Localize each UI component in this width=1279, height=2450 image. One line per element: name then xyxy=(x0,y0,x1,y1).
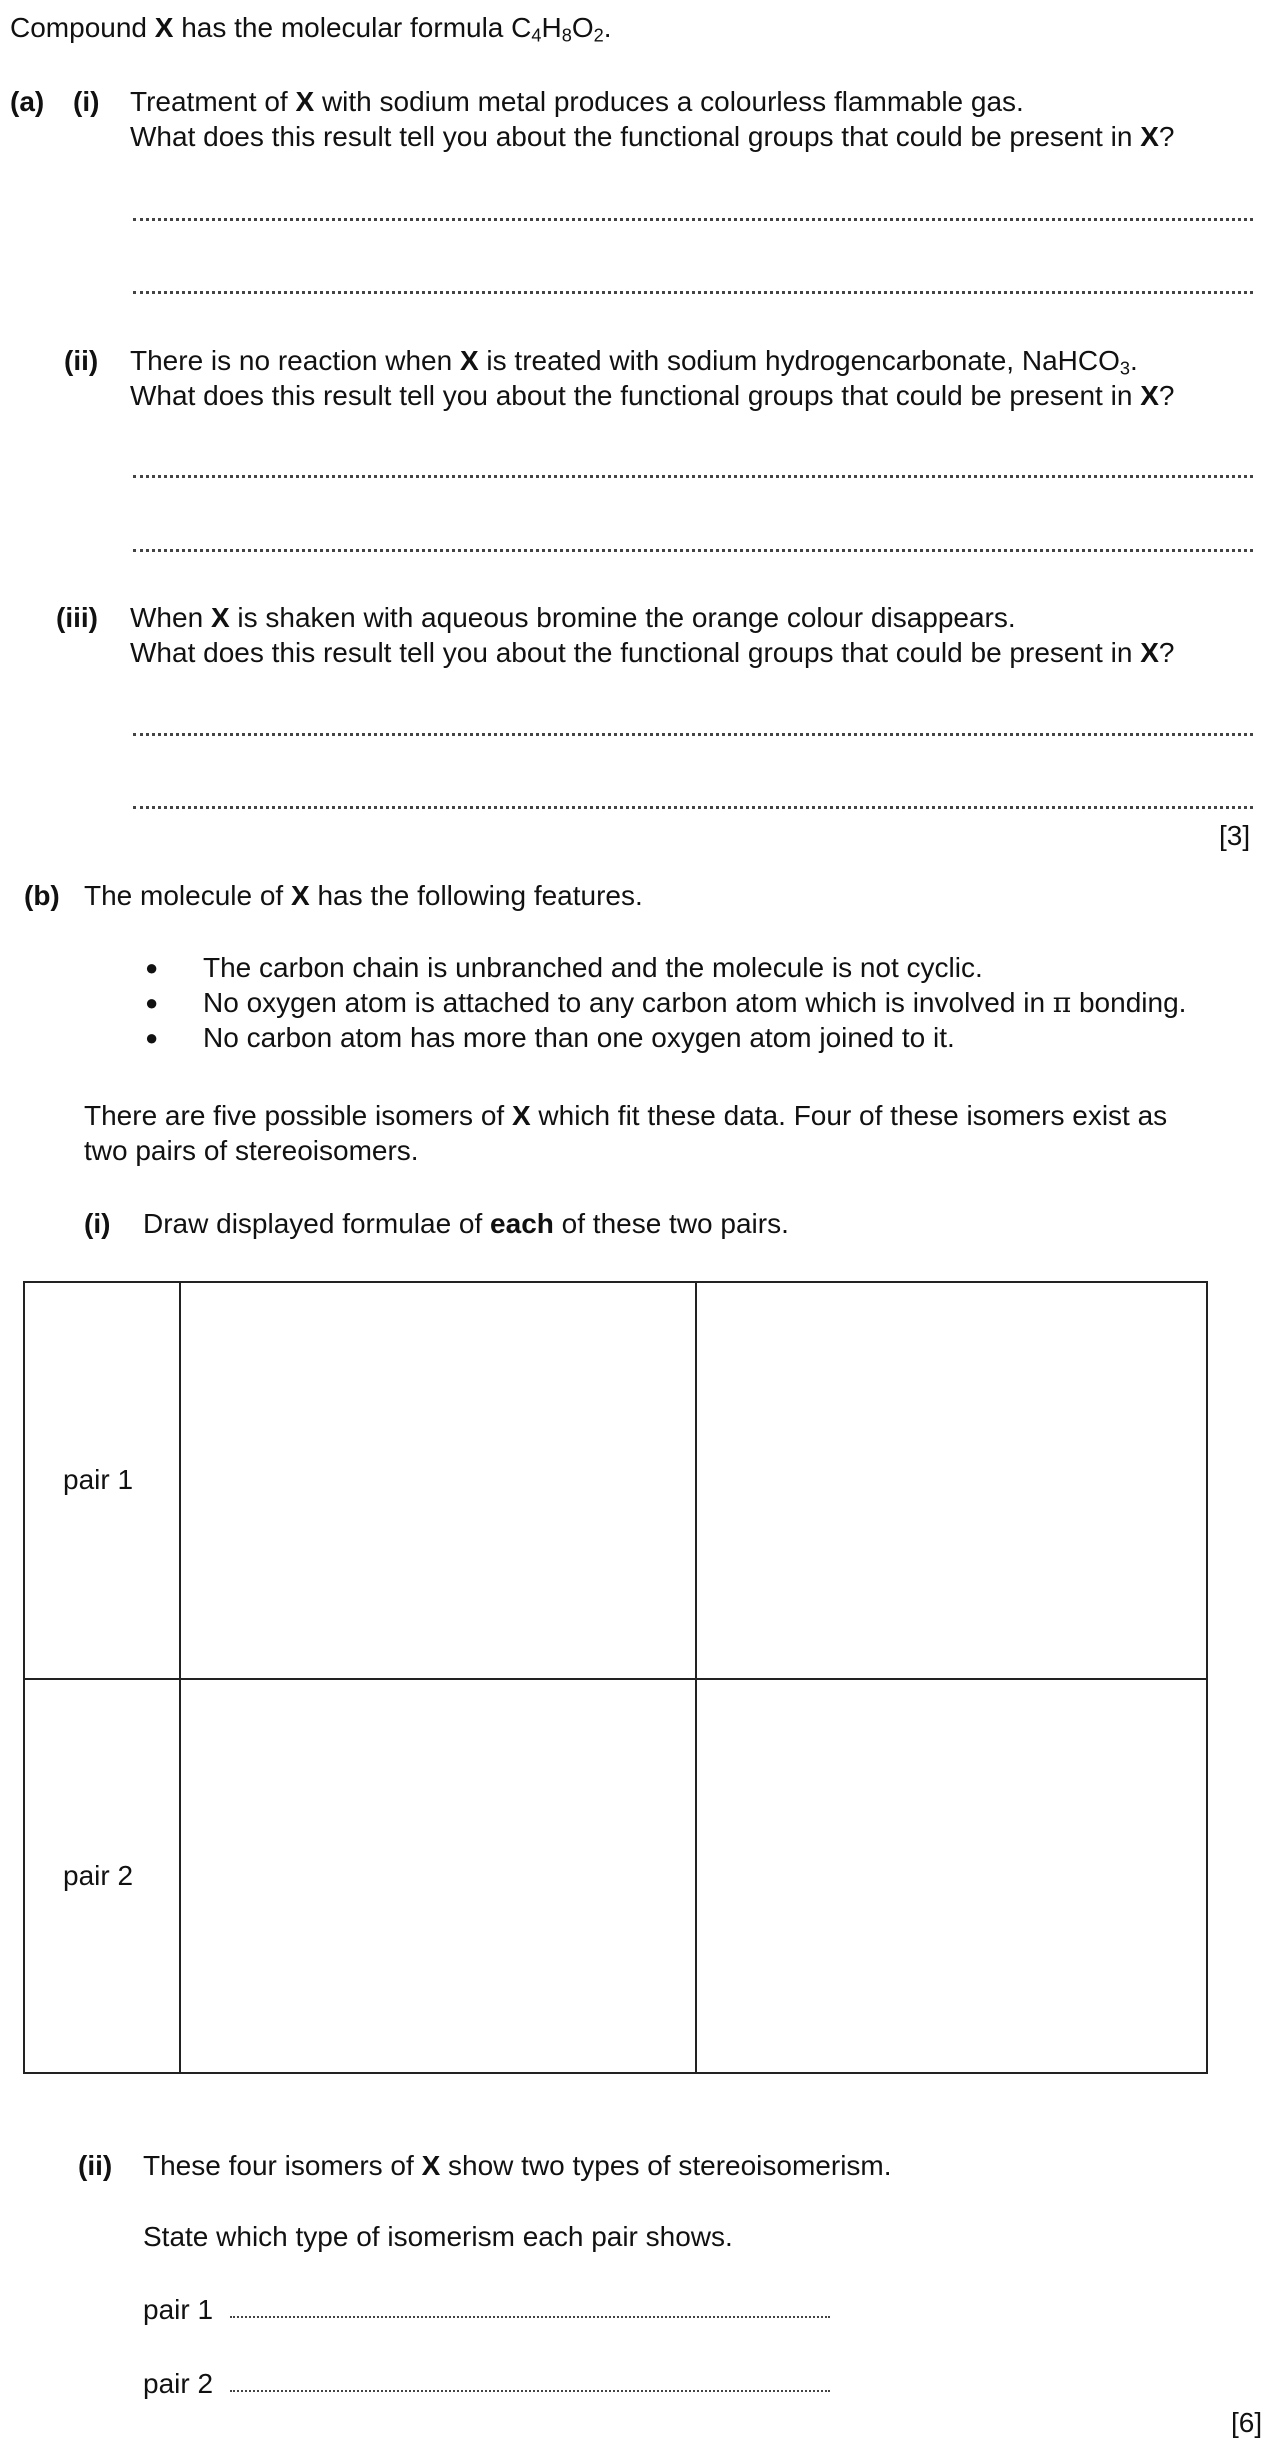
part-a-ii-line2 xyxy=(130,378,1174,413)
text: Draw displayed formulae of xyxy=(143,1208,491,1239)
pair-1-answer-label: pair 1 xyxy=(143,2294,214,2325)
bullet-3-text: No carbon atom has more than one oxygen atom joined to it. xyxy=(203,1022,955,1053)
part-b-para-line1 xyxy=(84,1098,1167,1133)
pair-2-answer-label: pair 2 xyxy=(143,2368,214,2399)
part-a-i-line2 xyxy=(130,119,1174,154)
formula-o-sub: 2 xyxy=(593,25,604,46)
answer-line-a-ii-2[interactable] xyxy=(133,549,1253,552)
part-a-iii-label: (iii) xyxy=(56,602,98,633)
pair-2-isomer-b-box[interactable] xyxy=(697,1680,1206,2072)
text: ? xyxy=(1158,121,1175,152)
part-b-ii-line1 xyxy=(143,2148,892,2183)
part-b-i-text xyxy=(143,1206,789,1241)
part-b-label: (b) xyxy=(24,880,60,911)
part-a-i-line1 xyxy=(130,84,1024,119)
bullet-1-marker: ● xyxy=(145,955,159,980)
emphasis: each xyxy=(490,1208,554,1239)
part-a-iii-line1 xyxy=(130,600,1016,635)
compound-x: X xyxy=(154,12,174,43)
intro-pre: Compound xyxy=(10,12,155,43)
text: No oxygen atom is attached to any carbon atom which is involved in xyxy=(203,987,1053,1018)
answer-line-a-iii-1[interactable] xyxy=(133,733,1253,736)
pair-1-label: pair 1 xyxy=(63,1464,134,1495)
compound-x: X xyxy=(511,1100,531,1131)
text: When xyxy=(130,602,211,633)
part-b-ii-label: (ii) xyxy=(78,2150,113,2181)
part-b-ii-line2: State which type of isomerism each pair shows. xyxy=(143,2221,733,2252)
part-a-iii-line2 xyxy=(130,635,1174,670)
compound-x: X xyxy=(421,2150,441,2181)
formula-o: O xyxy=(571,12,594,43)
compound-x: X xyxy=(1140,637,1159,668)
compound-x: X xyxy=(1140,121,1159,152)
text: of these two pairs. xyxy=(553,1208,789,1239)
text: There is no reaction when xyxy=(130,345,460,376)
text: with sodium metal produces a colourless flammable gas. xyxy=(314,86,1024,117)
pair-2-label: pair 2 xyxy=(63,1860,134,1891)
pair-2-answer-line[interactable] xyxy=(230,2390,830,2392)
compound-x: X xyxy=(1140,380,1159,411)
part-b-i-label: (i) xyxy=(84,1208,111,1239)
compound-x: X xyxy=(459,345,479,376)
intro-post: has the molecular formula xyxy=(173,12,512,43)
answer-line-a-i-1[interactable] xyxy=(133,218,1253,221)
bullet-2-text xyxy=(203,985,1186,1020)
bullet-3-marker: ● xyxy=(145,1025,159,1050)
intro-text xyxy=(10,10,612,47)
text: There are five possible isomers of xyxy=(84,1100,512,1131)
formula-end: . xyxy=(603,12,612,43)
text: is shaken with aqueous bromine the orange colour disappears. xyxy=(229,602,1016,633)
text: ? xyxy=(1158,637,1175,668)
text: What does this result tell you about the functional groups that could be present in xyxy=(130,637,1141,668)
part-a-ii-label: (ii) xyxy=(64,345,99,376)
text: show two types of stereoisomerism. xyxy=(440,2150,892,2181)
bullet-1-text: The carbon chain is unbranched and the molecule is not cyclic. xyxy=(203,952,983,983)
answer-line-a-iii-2[interactable] xyxy=(133,806,1253,809)
part-a-ii-line1 xyxy=(130,343,1138,380)
formula-c-sub: 4 xyxy=(531,25,542,46)
pi-symbol: π xyxy=(1052,986,1072,1019)
text: What does this result tell you about the functional groups that could be present in xyxy=(130,380,1141,411)
pair-2-isomer-a-box[interactable] xyxy=(181,1680,693,2072)
text: The molecule of xyxy=(84,880,291,911)
pair-1-isomer-b-box[interactable] xyxy=(697,1283,1206,1676)
formula-c: C xyxy=(511,12,532,43)
marks-b: [6] xyxy=(1231,2407,1263,2438)
pair-1-isomer-a-box[interactable] xyxy=(181,1283,693,1676)
text: What does this result tell you about the functional groups that could be present in xyxy=(130,121,1141,152)
text: has the following features. xyxy=(309,880,643,911)
part-a-label: (a) xyxy=(10,86,45,117)
part-b-para-line2: two pairs of stereoisomers. xyxy=(84,1135,419,1166)
subscript: 3 xyxy=(1119,358,1130,379)
answer-line-a-i-2[interactable] xyxy=(133,291,1253,294)
part-a-i-label: (i) xyxy=(73,86,100,117)
compound-x: X xyxy=(291,880,310,911)
molecular-formula xyxy=(511,12,612,46)
marks-a: [3] xyxy=(1219,820,1251,851)
text: These four isomers of xyxy=(143,2150,422,2181)
formula-h: H xyxy=(541,12,562,43)
text: . xyxy=(1130,345,1138,376)
compound-x: X xyxy=(210,602,230,633)
text: bonding. xyxy=(1071,987,1187,1018)
part-b-intro xyxy=(84,878,643,913)
text: which fit these data. Four of these isomers exist as xyxy=(530,1100,1168,1131)
formula-h-sub: 8 xyxy=(561,25,572,46)
compound-x: X xyxy=(295,86,315,117)
bullet-2-marker: ● xyxy=(145,990,159,1015)
answer-line-a-ii-1[interactable] xyxy=(133,475,1253,478)
isomer-drawing-table xyxy=(23,1281,1208,2074)
text: Treatment of xyxy=(130,86,296,117)
text: ? xyxy=(1158,380,1175,411)
pair-1-answer-line[interactable] xyxy=(230,2316,830,2318)
text: is treated with sodium hydrogencarbonate, NaHCO xyxy=(478,345,1120,376)
